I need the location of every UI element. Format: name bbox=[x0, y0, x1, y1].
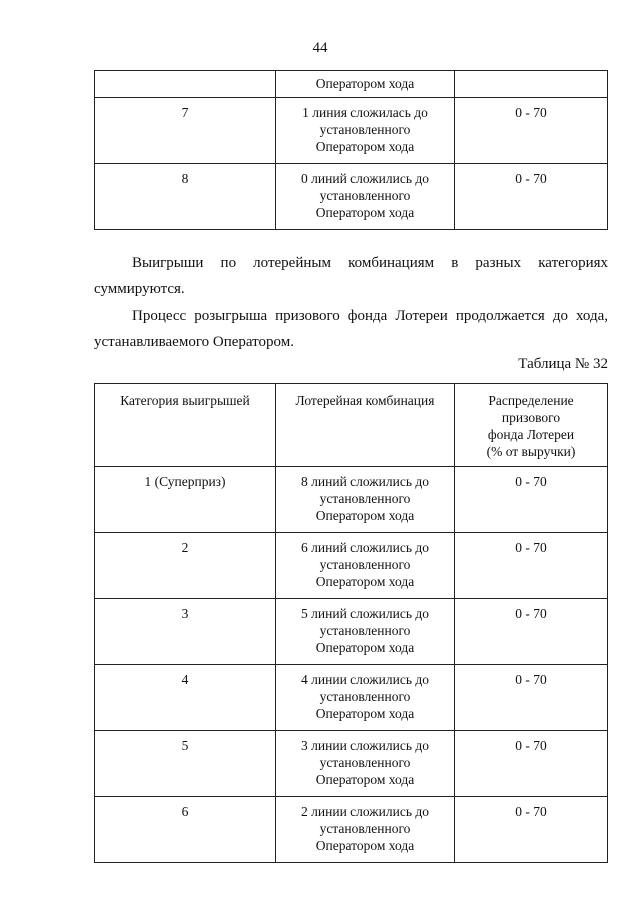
distribution-cell: 0 - 70 bbox=[455, 797, 608, 863]
distribution-cell: 0 - 70 bbox=[455, 164, 608, 230]
combination-cell: 5 линий сложились до установленного Оператором хода bbox=[276, 599, 455, 665]
combination-cell: 8 линий сложились до установленного Оператором хода bbox=[276, 467, 455, 533]
paragraph-line: суммируются. bbox=[94, 281, 185, 297]
table-row bbox=[95, 71, 608, 98]
table-row bbox=[95, 533, 608, 599]
paragraph-line: Выигрыши по лотерейным комбинациям в разных категориях bbox=[132, 255, 608, 271]
distribution-cell bbox=[455, 71, 608, 98]
header-distribution: Распределение призового фонда Лотереи (% от выручки) bbox=[455, 384, 608, 467]
header-combination: Лотерейная комбинация bbox=[276, 384, 455, 467]
category-cell: 1 (Суперприз) bbox=[95, 467, 276, 533]
category-cell: 5 bbox=[95, 731, 276, 797]
paragraph-draw-process bbox=[94, 303, 608, 355]
combination-cell: Оператором хода bbox=[276, 71, 455, 98]
combination-cell: 3 линии сложились до установленного Оператором хода bbox=[276, 731, 455, 797]
table-row bbox=[95, 731, 608, 797]
table-row bbox=[95, 599, 608, 665]
distribution-cell: 0 - 70 bbox=[455, 98, 608, 164]
table-caption: Таблица № 32 bbox=[518, 356, 608, 372]
table-header-row bbox=[95, 384, 608, 467]
distribution-cell: 0 - 70 bbox=[455, 665, 608, 731]
category-cell: 4 bbox=[95, 665, 276, 731]
category-cell: 8 bbox=[95, 164, 276, 230]
prize-table-continued bbox=[94, 70, 608, 230]
distribution-cell: 0 - 70 bbox=[455, 533, 608, 599]
header-category: Категория выигрышей bbox=[95, 384, 276, 467]
distribution-cell: 0 - 70 bbox=[455, 731, 608, 797]
paragraph-line: Процесс розыгрыша призового фонда Лотереи продолжается до хода, bbox=[132, 308, 608, 324]
combination-cell: 0 линий сложились до установленного Оператором хода bbox=[276, 164, 455, 230]
table-row bbox=[95, 665, 608, 731]
distribution-cell: 0 - 70 bbox=[455, 467, 608, 533]
category-cell: 2 bbox=[95, 533, 276, 599]
category-cell: 7 bbox=[95, 98, 276, 164]
table-row bbox=[95, 467, 608, 533]
paragraph-line: устанавливаемого Оператором. bbox=[94, 334, 294, 350]
combination-cell: 2 линии сложились до установленного Оператором хода bbox=[276, 797, 455, 863]
prize-table-32 bbox=[94, 383, 608, 863]
distribution-cell: 0 - 70 bbox=[455, 599, 608, 665]
paragraph-winnings-summed bbox=[94, 250, 608, 302]
category-cell bbox=[95, 71, 276, 98]
table-row bbox=[95, 98, 608, 164]
table-row bbox=[95, 797, 608, 863]
page-number: 44 bbox=[312, 40, 328, 56]
table-row bbox=[95, 164, 608, 230]
combination-cell: 1 линия сложилась до установленного Оператором хода bbox=[276, 98, 455, 164]
category-cell: 3 bbox=[95, 599, 276, 665]
combination-cell: 4 линии сложились до установленного Оператором хода bbox=[276, 665, 455, 731]
category-cell: 6 bbox=[95, 797, 276, 863]
combination-cell: 6 линий сложились до установленного Оператором хода bbox=[276, 533, 455, 599]
